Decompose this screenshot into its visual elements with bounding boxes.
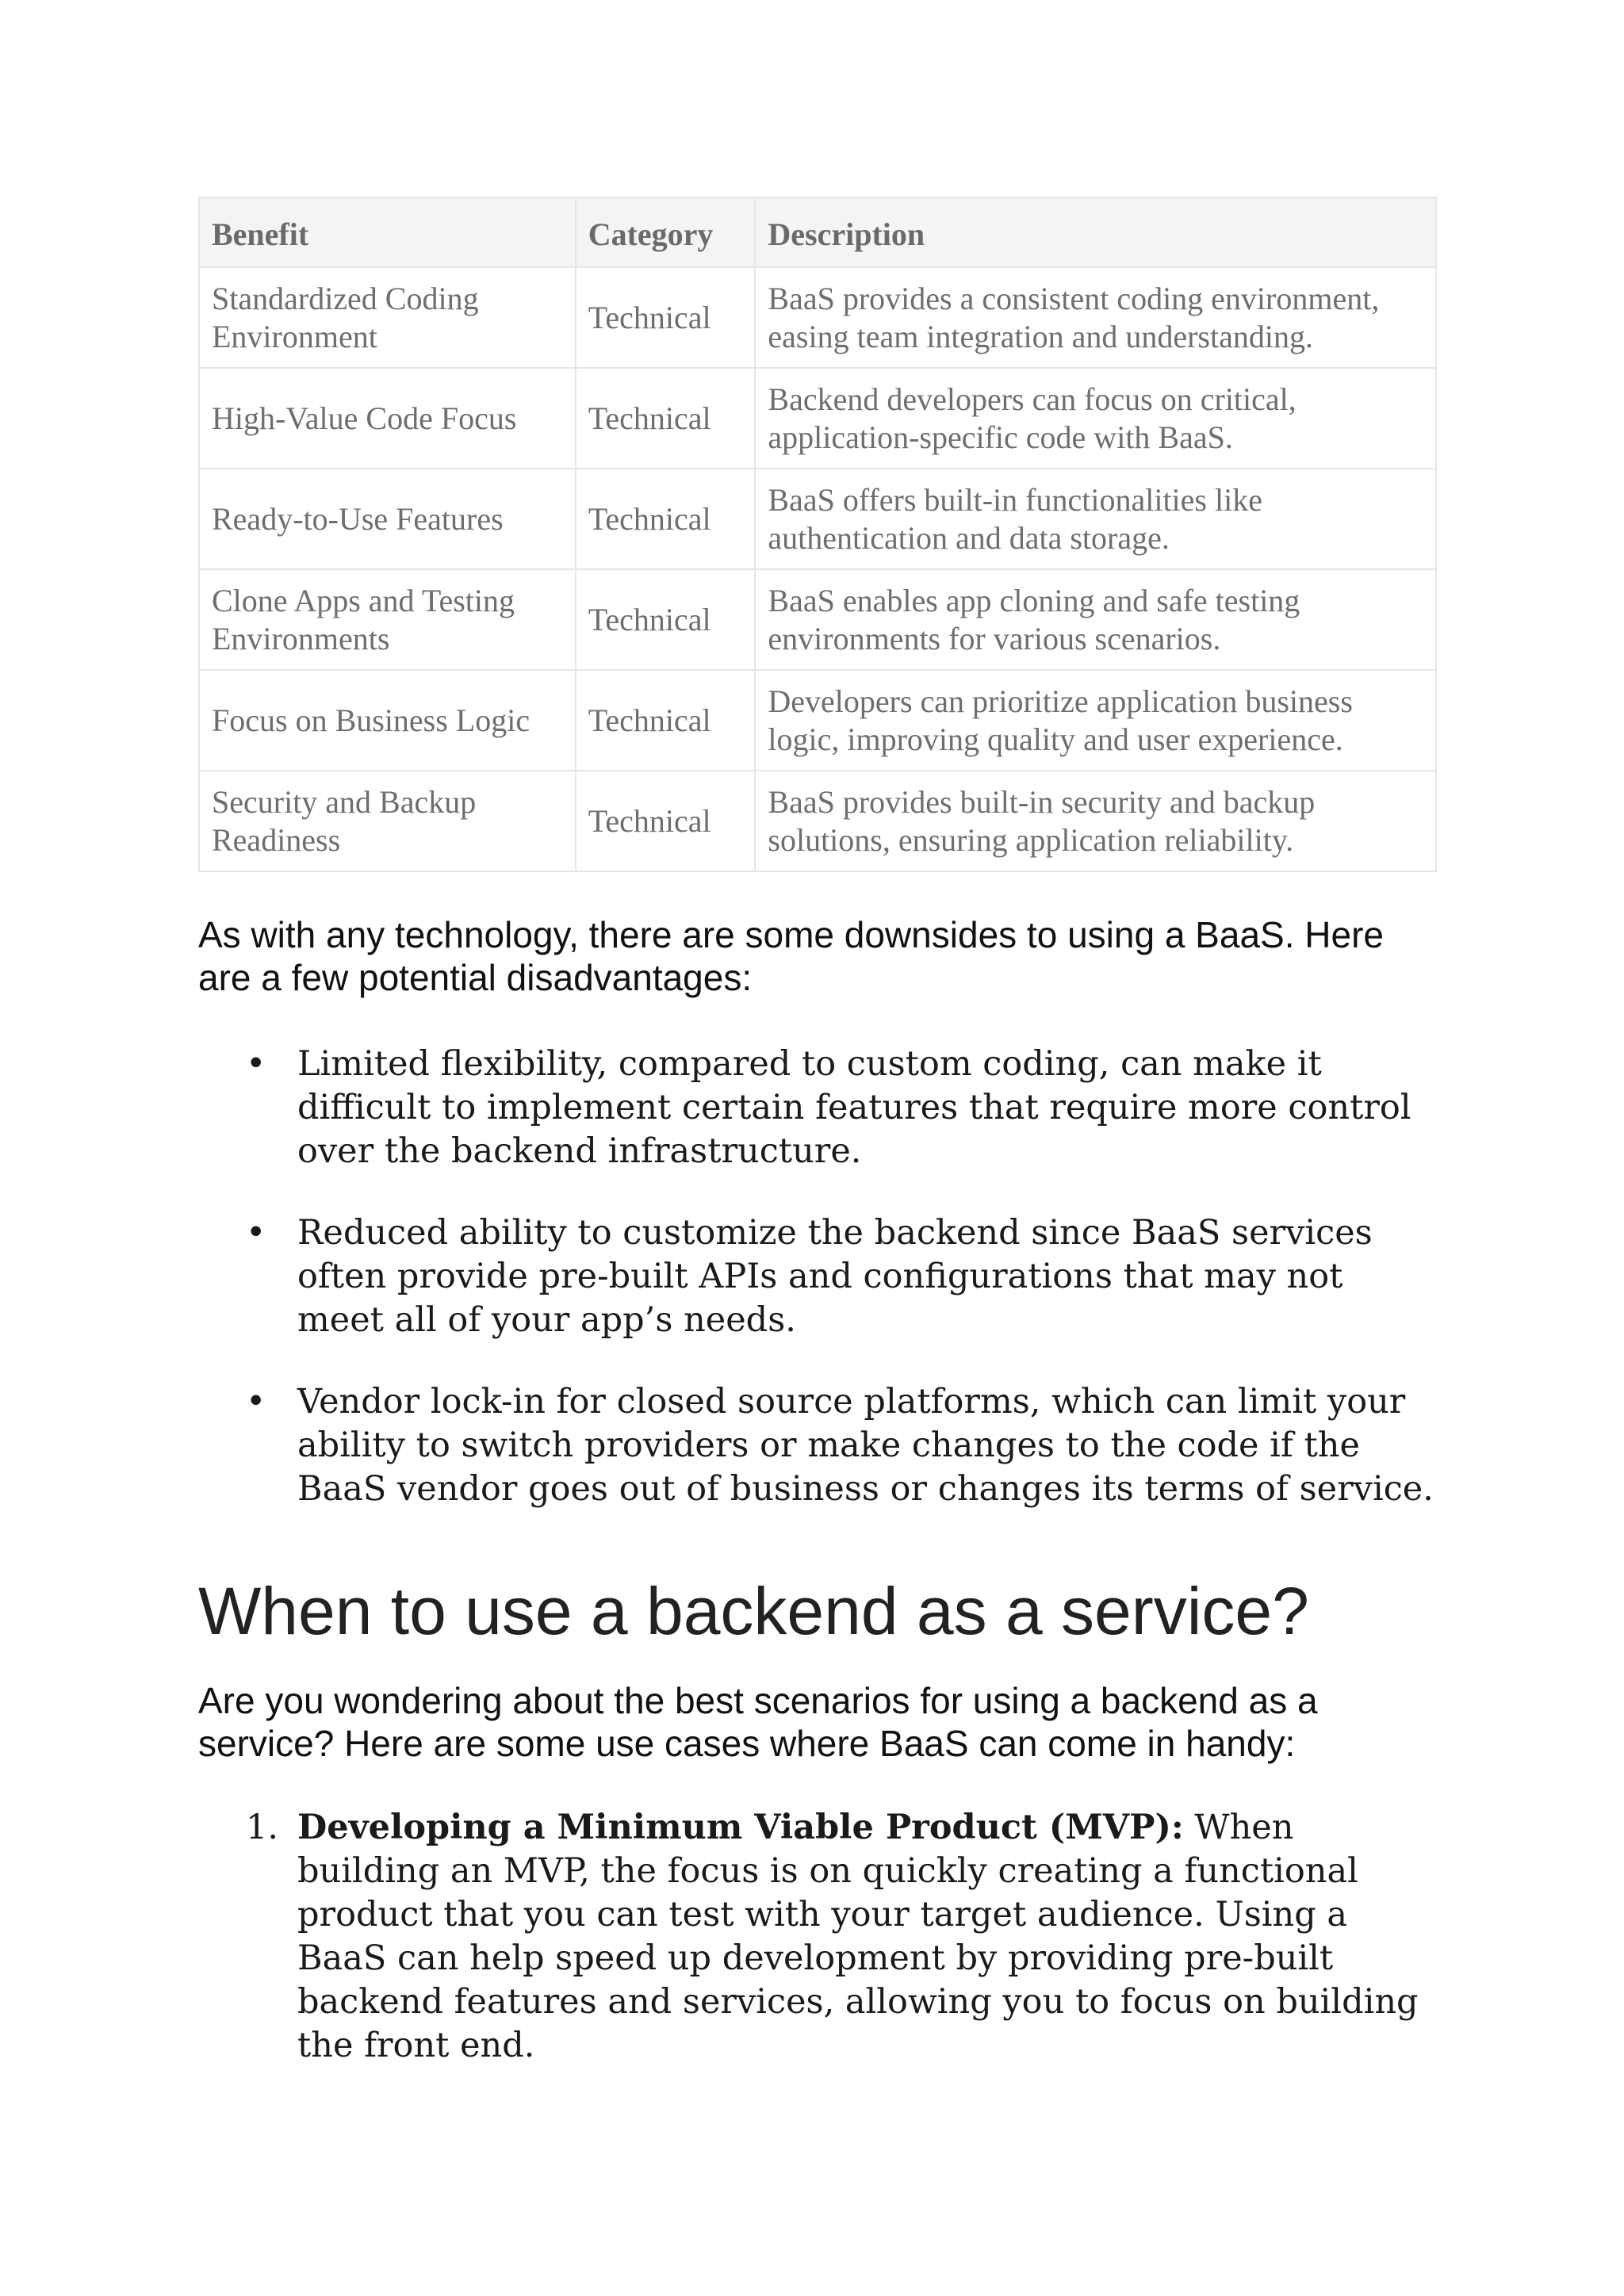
cell-benefit: High-Value Code Focus bbox=[199, 368, 576, 469]
table-header bbox=[199, 197, 1436, 267]
header-category: Category bbox=[576, 197, 756, 267]
table-row bbox=[199, 771, 1436, 871]
section-intro: Are you wondering about the best scenarios for using a backend as a service? Here are some use cases where BaaS can come in handy: bbox=[198, 1680, 1318, 1764]
bullet-icon: • bbox=[246, 1213, 266, 1253]
list-item bbox=[198, 1806, 1437, 2068]
table-row bbox=[199, 368, 1436, 469]
cell-description: BaaS provides a consistent coding environment, easing team integration and understanding. bbox=[755, 267, 1436, 368]
table-body bbox=[199, 267, 1436, 871]
bullet-icon: • bbox=[246, 1044, 266, 1084]
list-item-text: Limited flexibility, compared to custom coding, can make it difficult to implement certain features that require more control over the backend infrastructure. bbox=[297, 1044, 1411, 1171]
use-cases-list bbox=[198, 1806, 1437, 2068]
disadvantages-list bbox=[198, 1043, 1437, 1511]
header-benefit: Benefit bbox=[199, 197, 576, 267]
cell-category: Technical bbox=[576, 670, 756, 771]
cell-category: Technical bbox=[576, 569, 756, 670]
list-item bbox=[198, 1211, 1437, 1342]
use-case-text: When building an MVP, the focus is on quickly creating a functional product that you can test with your target audience. Using a BaaS can help speed up development by providing pre-built backend features and services, allowing you to focus on building the front end. bbox=[297, 1808, 1419, 2065]
cell-benefit: Focus on Business Logic bbox=[199, 670, 576, 771]
table-row bbox=[199, 569, 1436, 670]
document-page bbox=[198, 197, 1437, 2068]
cell-category: Technical bbox=[576, 771, 756, 871]
cell-description: BaaS offers built-in functionalities like authentication and data storage. bbox=[755, 469, 1436, 569]
list-number: 1. bbox=[246, 1808, 279, 1847]
cell-category: Technical bbox=[576, 267, 756, 368]
cell-description: BaaS enables app cloning and safe testing environments for various scenarios. bbox=[755, 569, 1436, 670]
cell-benefit: Clone Apps and Testing Environments bbox=[199, 569, 576, 670]
list-item bbox=[198, 1043, 1437, 1173]
cell-benefit: Ready-to-Use Features bbox=[199, 469, 576, 569]
cell-description: Developers can prioritize application business logic, improving quality and user experience. bbox=[755, 670, 1436, 771]
cell-description: BaaS provides built-in security and backup solutions, ensuring application reliability. bbox=[755, 771, 1436, 871]
list-item bbox=[198, 1380, 1437, 1511]
cell-description: Backend developers can focus on critical, application-specific code with BaaS. bbox=[755, 368, 1436, 469]
section-heading: When to use a backend as a service? bbox=[198, 1574, 1309, 1648]
disadvantages-intro: As with any technology, there are some downsides to using a BaaS. Here are a few potential disadvantages: bbox=[198, 914, 1384, 998]
table-header-row bbox=[199, 197, 1436, 267]
cell-benefit: Security and Backup Readiness bbox=[199, 771, 576, 871]
header-description: Description bbox=[755, 197, 1436, 267]
list-item-text: Reduced ability to customize the backend since BaaS services often provide pre-built APIs and configurations that may not meet all of your app’s needs. bbox=[297, 1213, 1373, 1340]
use-case-title: Developing a Minimum Viable Product (MVP): bbox=[297, 1808, 1184, 1847]
list-item-text: Vendor lock-in for closed source platforms, which can limit your ability to switch providers or make changes to the code if the BaaS vendor goes out of business or changes its terms of service. bbox=[297, 1382, 1434, 1509]
cell-category: Technical bbox=[576, 368, 756, 469]
bullet-icon: • bbox=[246, 1382, 266, 1422]
table-row bbox=[199, 267, 1436, 368]
benefits-table bbox=[198, 197, 1437, 872]
table-row bbox=[199, 469, 1436, 569]
cell-benefit: Standardized Coding Environment bbox=[199, 267, 576, 368]
table-row bbox=[199, 670, 1436, 771]
cell-category: Technical bbox=[576, 469, 756, 569]
